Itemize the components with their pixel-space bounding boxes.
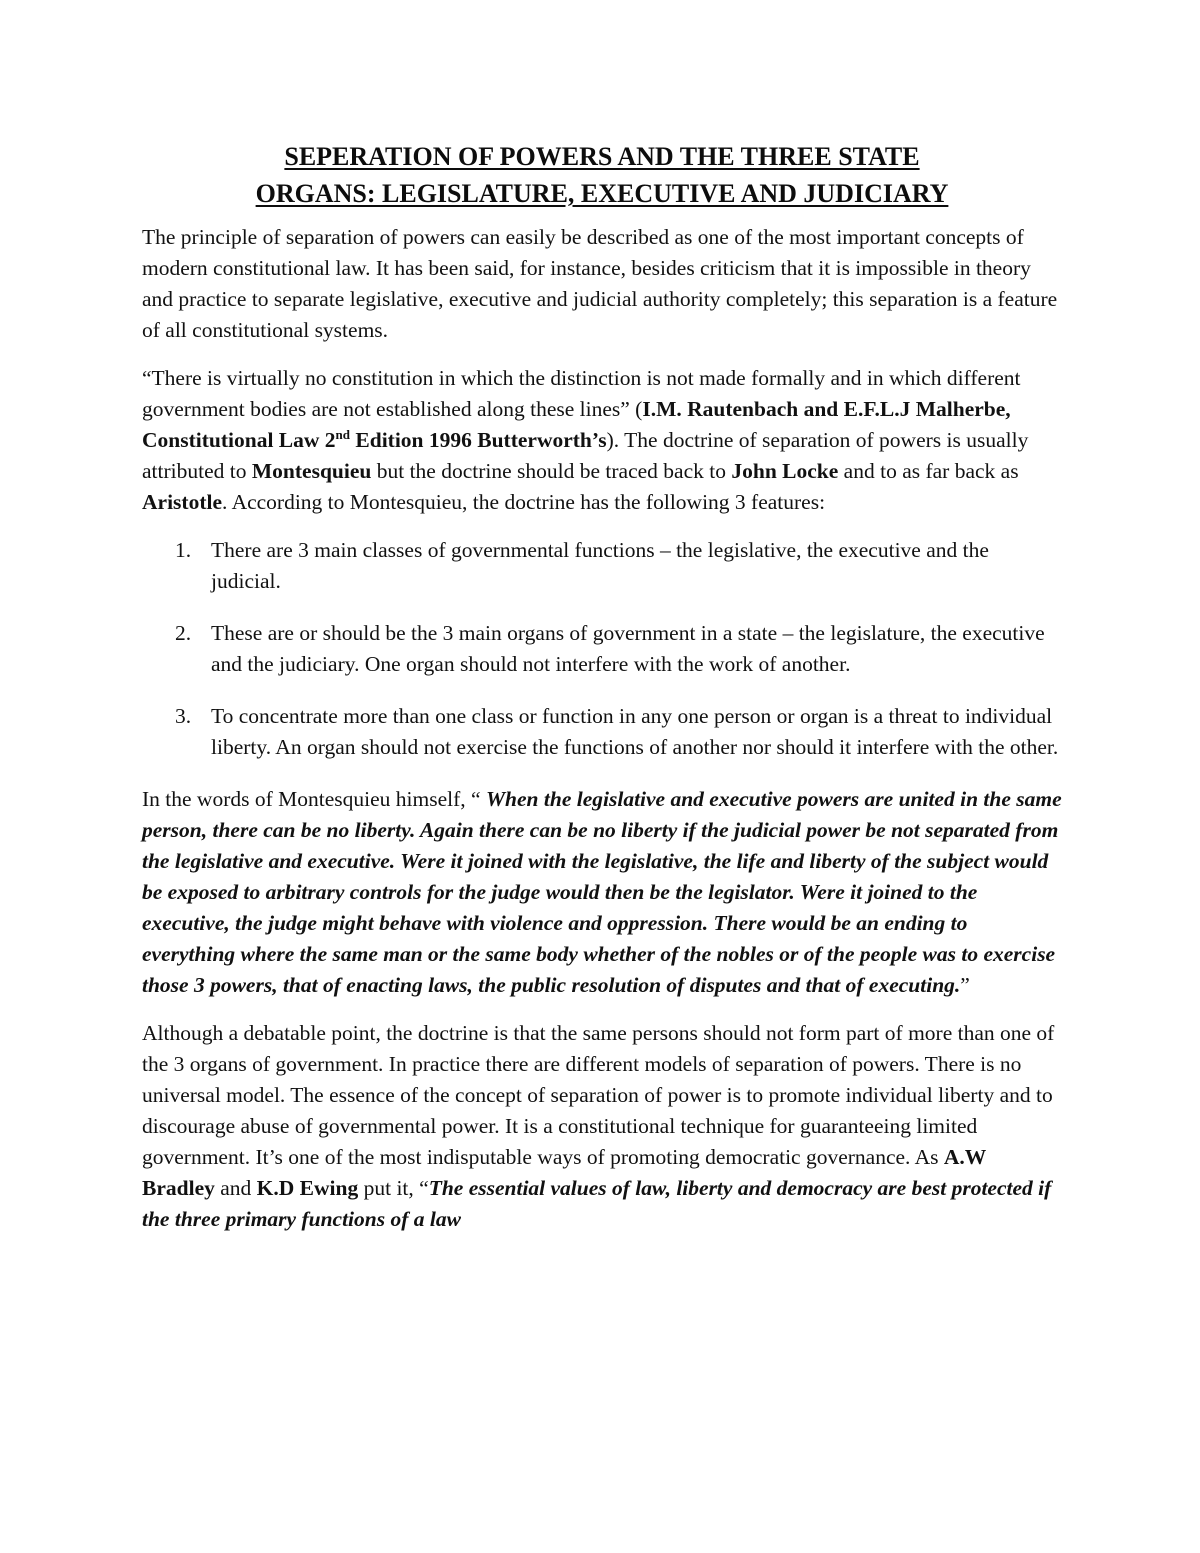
- list-number: 2.: [175, 621, 192, 645]
- document-page: [142, 138, 1062, 1252]
- bradley-ewing-quote: The essential values of law, liberty and democracy are best protected if the three primary functions of a law: [142, 1176, 1052, 1231]
- name-locke: John Locke: [731, 459, 839, 483]
- list-item: [142, 535, 1062, 597]
- list-number: 1.: [175, 538, 192, 562]
- name-aristotle: Aristotle: [142, 490, 222, 514]
- conclusion-paragraph: [142, 1018, 1062, 1235]
- list-text: There are 3 main classes of governmental functions – the legislative, the executive and the judicial.: [211, 538, 989, 593]
- doctrine-text-3: and to as far back as: [838, 459, 1019, 483]
- list-item: [142, 701, 1062, 763]
- name-ewing: K.D Ewing: [256, 1176, 359, 1200]
- name-bradley: A.W Bradley: [142, 1145, 986, 1200]
- doctrine-paragraph: [142, 363, 1062, 518]
- quote-lead: In the words of Montesquieu himself, “: [142, 787, 486, 811]
- name-montesquieu: Montesquieu: [251, 459, 372, 483]
- title-line-2: ORGANS: LEGISLATURE, EXECUTIVE AND JUDICIARY: [255, 179, 949, 208]
- list-item: [142, 618, 1062, 680]
- intro-paragraph: The principle of separation of powers can easily be described as one of the most important concepts of modern constitutional law. It has been said, for instance, besides criticism that it is impossible in theory and practice to separate legislative, executive and judicial authority completely; this separation is a feature of all constitutional systems.: [142, 225, 1058, 342]
- doctrine-text-4: . According to Montesquieu, the doctrine has the following 3 features:: [222, 490, 826, 514]
- page-title: [142, 138, 1062, 212]
- features-list: [142, 535, 1062, 763]
- doctrine-text-1: ). The doctrine of separation of powers is usually attributed to: [142, 428, 1029, 483]
- montesquieu-quote: When the legislative and executive powers are united in the same person, there can be no liberty. Again there can be no liberty if the judicial power be not separated from the legislative and executive. Were it joined with the legislative, the life and liberty of the subject would be exposed to arbitrary controls for the judge would then be the legislator. Were it joined to the executive, the judge might behave with violence and oppression. There would be an ending to everything where the same man or the same body whether of the nobles or of the people was to exercise those 3 powers, that of enacting laws, the public resolution of disputes and that of executing.: [142, 787, 1062, 997]
- citation-end: Edition 1996 Butterworth’s: [350, 428, 607, 452]
- list-number: 3.: [175, 704, 192, 728]
- citation-text: I.M. Rautenbach and E.F.L.J Malherbe, Constitutional Law 2: [142, 397, 1011, 452]
- quote-end: ”: [960, 973, 970, 997]
- montesquieu-quote-paragraph: [142, 784, 1062, 1001]
- quote-text: “There is virtually no constitution in which the distinction is not made formally and in which different government bodies are not established along these lines” (: [142, 366, 1021, 421]
- conclusion-text: Although a debatable point, the doctrine is that the same persons should not form part of more than one of the 3 organs of government. In practice there are different models of separation of powers. There is no universal model. The essence of the concept of separation of power is to promote individual liberty and to discourage abuse of governmental power. It is a constitutional technique for guaranteeing limited government. It’s one of the most indisputable ways of promoting democratic governance. As: [142, 1021, 1055, 1169]
- title-line-1: SEPERATION OF POWERS AND THE THREE STATE: [284, 142, 920, 171]
- list-text: These are or should be the 3 main organs of government in a state – the legislature, the executive and the judiciary. One organ should not interfere with the work of another.: [211, 621, 1045, 676]
- list-text: To concentrate more than one class or function in any one person or organ is a threat to individual liberty. An organ should not exercise the functions of another nor should it interfere with the other.: [211, 704, 1059, 759]
- doctrine-text-2: but the doctrine should be traced back to: [371, 459, 732, 483]
- conclusion-and: and: [214, 1176, 257, 1200]
- citation-superscript: nd: [335, 426, 351, 442]
- conclusion-put-it: put it, “: [358, 1176, 429, 1200]
